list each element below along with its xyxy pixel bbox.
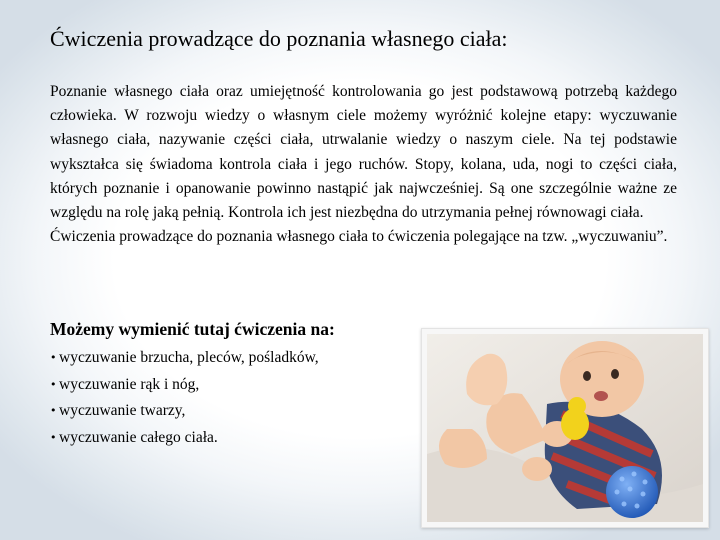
list-item: • wyczuwanie twarzy, <box>50 398 410 425</box>
bullet-icon: • <box>50 404 57 417</box>
exercise-list <box>50 345 410 451</box>
bullet-icon: • <box>50 351 57 364</box>
paragraph-2: Ćwiczenia prowadzące do poznania własnego ciała to ćwiczenia polegające na tzw. „wyczuwaniu”. <box>50 228 668 246</box>
bullet-icon: • <box>50 430 57 444</box>
bullet-icon: • <box>50 377 57 391</box>
baby-photo <box>421 328 709 528</box>
baby-illustration <box>427 334 703 522</box>
exercise-subheading: Możemy wymienić tutaj ćwiczenia na: <box>50 319 335 339</box>
body-text <box>50 80 677 249</box>
list-item: • wyczuwanie rąk i nóg, <box>50 372 410 399</box>
list-item: • wyczuwanie brzucha, pleców, pośladków, <box>50 345 410 372</box>
list-item: • wyczuwanie całego ciała. <box>50 425 410 452</box>
page-title: Ćwiczenia prowadzące do poznania własnego ciała: <box>50 26 508 51</box>
paragraph-1: Poznanie własnego ciała oraz umiejętność kontrolowania go jest podstawową potrzebą każdego człowieka. W rozwoju wiedzy o własnym ciele możemy wyróżnić kolejne etapy: wyczuwanie własnego ciała, nazywanie części ciała, utrwalanie wiedzy o naszym ciele. Na tej podstawie wykształca się świadoma kontrola ciała i jego ruchów. Stopy, kolana, uda, nogi to części ciała, których poznanie i opanowanie powinno nastąpić jak najwcześniej. Są one szczególnie ważne ze względu na rolę jaką pełnią. Kontrola ich jest niezbędna do utrzymania pełnej równowagi ciała. <box>50 83 677 222</box>
baby-hand <box>522 457 552 481</box>
